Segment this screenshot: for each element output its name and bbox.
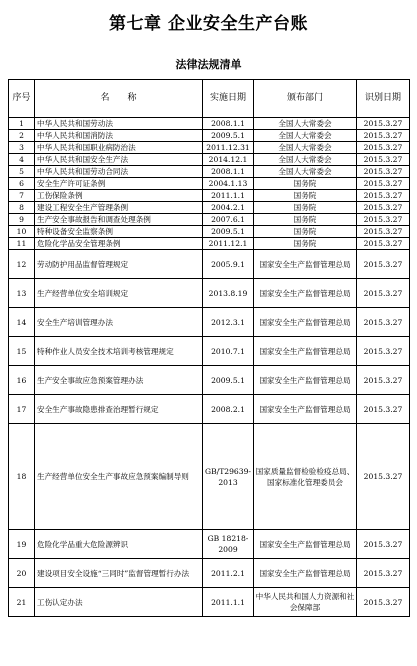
regulation-name-cell: 特种设备安全监察条例 [35,226,203,238]
issuing-department-cell: 全国人大常委会 [254,166,357,178]
identification-date-cell: 2015.3.27 [357,279,410,308]
issuing-department-cell: 全国人大常委会 [254,130,357,142]
regulation-name-cell: 生产安全事故报告和调查处理条例 [35,214,203,226]
row-number-cell: 15 [9,337,35,366]
regulation-name-cell: 工伤保险条例 [35,190,203,202]
table-row [9,250,410,279]
row-number-cell: 17 [9,395,35,424]
table-row [9,337,410,366]
issuing-department-cell: 国家安全生产监督管理总局 [254,279,357,308]
table-row [9,530,410,559]
issuing-department-cell: 国家安全生产监督管理总局 [254,530,357,559]
effective-date-cell: 2009.5.1 [203,366,254,395]
issuing-department-cell: 国务院 [254,190,357,202]
issuing-department-cell: 国务院 [254,202,357,214]
effective-date-cell: 2004.1.13 [203,178,254,190]
regulation-name-cell: 中华人民共和国职业病防治法 [35,142,203,154]
issuing-department-cell: 国家安全生产监督管理总局 [254,366,357,395]
regulation-name-cell: 危险化学品重大危险源辨识 [35,530,203,559]
identification-date-cell: 2015.3.27 [357,154,410,166]
row-number-cell: 21 [9,588,35,617]
effective-date-cell: 2014.12.1 [203,154,254,166]
effective-date-cell: 2011.1.1 [203,190,254,202]
identification-date-cell: 2015.3.27 [357,166,410,178]
table-row [9,395,410,424]
table-row [9,214,410,226]
identification-date-cell: 2015.3.27 [357,142,410,154]
row-number-cell: 11 [9,238,35,250]
regulation-name-cell: 中华人民共和国消防法 [35,130,203,142]
effective-date-cell: 2007.6.1 [203,214,254,226]
regulation-name-cell: 中华人民共和国劳动法 [35,118,203,130]
issuing-department-cell: 国家安全生产监督管理总局 [254,395,357,424]
table-title: 法律法规清单 [175,58,242,71]
table-body [9,118,410,617]
identification-date-cell: 2015.3.27 [357,214,410,226]
regulation-name-cell: 安全生产培训管理办法 [35,308,203,337]
row-number-cell: 5 [9,166,35,178]
row-number-cell: 19 [9,530,35,559]
identification-date-cell: 2015.3.27 [357,118,410,130]
effective-date-cell: 2011.12.1 [203,238,254,250]
identification-date-cell: 2015.3.27 [357,226,410,238]
issuing-department-cell: 国家安全生产监督管理总局 [254,337,357,366]
identification-date-cell: 2015.3.27 [357,530,410,559]
identification-date-cell: 2015.3.27 [357,559,410,588]
regulation-name-cell: 生产经营单位安全生产事故应急预案编制导则 [35,424,203,530]
effective-date-cell: 2012.3.1 [203,308,254,337]
regulation-name-cell: 特种作业人员安全技术培训考核管理规定 [35,337,203,366]
issuing-department-cell: 国务院 [254,226,357,238]
row-number-cell: 12 [9,250,35,279]
table-row [9,238,410,250]
table-row [9,226,410,238]
regulations-table [8,79,410,617]
table-row [9,130,410,142]
row-number-cell: 16 [9,366,35,395]
identification-date-cell: 2015.3.27 [357,588,410,617]
issuing-department-cell: 国家安全生产监督管理总局 [254,308,357,337]
regulation-name-cell: 工伤认定办法 [35,588,203,617]
issuing-department-cell: 国家安全生产监督管理总局 [254,559,357,588]
issuing-department-cell: 国务院 [254,178,357,190]
table-row [9,279,410,308]
regulation-name-cell: 危险化学品安全管理条例 [35,238,203,250]
identification-date-cell: 2015.3.27 [357,337,410,366]
effective-date-cell: 2004.2.1 [203,202,254,214]
effective-date-cell: 2009.5.1 [203,226,254,238]
regulation-name-cell: 安全生产事故隐患排查治理暂行规定 [35,395,203,424]
effective-date-cell: 2008.2.1 [203,395,254,424]
identification-date-cell: 2015.3.27 [357,130,410,142]
identification-date-cell: 2015.3.27 [357,395,410,424]
column-header-dept: 颁布部门 [254,80,357,118]
regulation-name-cell: 中华人民共和国安全生产法 [35,154,203,166]
identification-date-cell: 2015.3.27 [357,366,410,395]
column-header-id-date: 识别日期 [357,80,410,118]
regulation-name-cell: 中华人民共和国劳动合同法 [35,166,203,178]
row-number-cell: 10 [9,226,35,238]
regulation-name-cell: 建设工程安全生产管理条例 [35,202,203,214]
effective-date-cell: 2010.7.1 [203,337,254,366]
chapter-title: 第七章 企业安全生产台账 [109,14,308,34]
row-number-cell: 20 [9,559,35,588]
row-number-cell: 6 [9,178,35,190]
regulation-name-cell: 劳动防护用品监督管理规定 [35,250,203,279]
issuing-department-cell: 中华人民共和国人力资源和社会保障部 [254,588,357,617]
effective-date-cell: GB 18218-2009 [203,530,254,559]
row-number-cell: 14 [9,308,35,337]
table-row [9,142,410,154]
issuing-department-cell: 全国人大常委会 [254,154,357,166]
effective-date-cell: 2013.8.19 [203,279,254,308]
table-row [9,588,410,617]
column-header-no: 序号 [9,80,35,118]
effective-date-cell: 2011.12.31 [203,142,254,154]
row-number-cell: 7 [9,190,35,202]
identification-date-cell: 2015.3.27 [357,202,410,214]
row-number-cell: 4 [9,154,35,166]
issuing-department-cell: 国家安全生产监督管理总局 [254,250,357,279]
issuing-department-cell: 国务院 [254,238,357,250]
effective-date-cell: GB/T29639-2013 [203,424,254,530]
row-number-cell: 1 [9,118,35,130]
row-number-cell: 9 [9,214,35,226]
row-number-cell: 3 [9,142,35,154]
table-row [9,190,410,202]
effective-date-cell: 2011.2.1 [203,559,254,588]
identification-date-cell: 2015.3.27 [357,190,410,202]
row-number-cell: 13 [9,279,35,308]
table-row [9,424,410,530]
regulation-name-cell: 建设项目安全设施“三同时”监督管理暂行办法 [35,559,203,588]
identification-date-cell: 2015.3.27 [357,238,410,250]
effective-date-cell: 2008.1.1 [203,118,254,130]
table-row [9,202,410,214]
column-header-name: 名 称 [35,80,203,118]
identification-date-cell: 2015.3.27 [357,178,410,190]
issuing-department-cell: 国家质量监督检验检疫总局、国家标准化管理委员会 [254,424,357,530]
column-header-date: 实施日期 [203,80,254,118]
row-number-cell: 18 [9,424,35,530]
regulation-name-cell: 生产安全事故应急预案管理办法 [35,366,203,395]
issuing-department-cell: 国务院 [254,214,357,226]
identification-date-cell: 2015.3.27 [357,424,410,530]
row-number-cell: 2 [9,130,35,142]
regulation-name-cell: 安全生产许可证条例 [35,178,203,190]
table-row [9,166,410,178]
identification-date-cell: 2015.3.27 [357,250,410,279]
effective-date-cell: 2008.1.1 [203,166,254,178]
identification-date-cell: 2015.3.27 [357,308,410,337]
table-row [9,559,410,588]
table-header-row [9,80,410,118]
effective-date-cell: 2009.5.1 [203,130,254,142]
table-row [9,118,410,130]
row-number-cell: 8 [9,202,35,214]
table-row [9,178,410,190]
issuing-department-cell: 全国人大常委会 [254,118,357,130]
table-row [9,366,410,395]
effective-date-cell: 2011.1.1 [203,588,254,617]
issuing-department-cell: 全国人大常委会 [254,142,357,154]
table-row [9,154,410,166]
regulation-name-cell: 生产经营单位安全培训规定 [35,279,203,308]
table-row [9,308,410,337]
effective-date-cell: 2005.9.1 [203,250,254,279]
